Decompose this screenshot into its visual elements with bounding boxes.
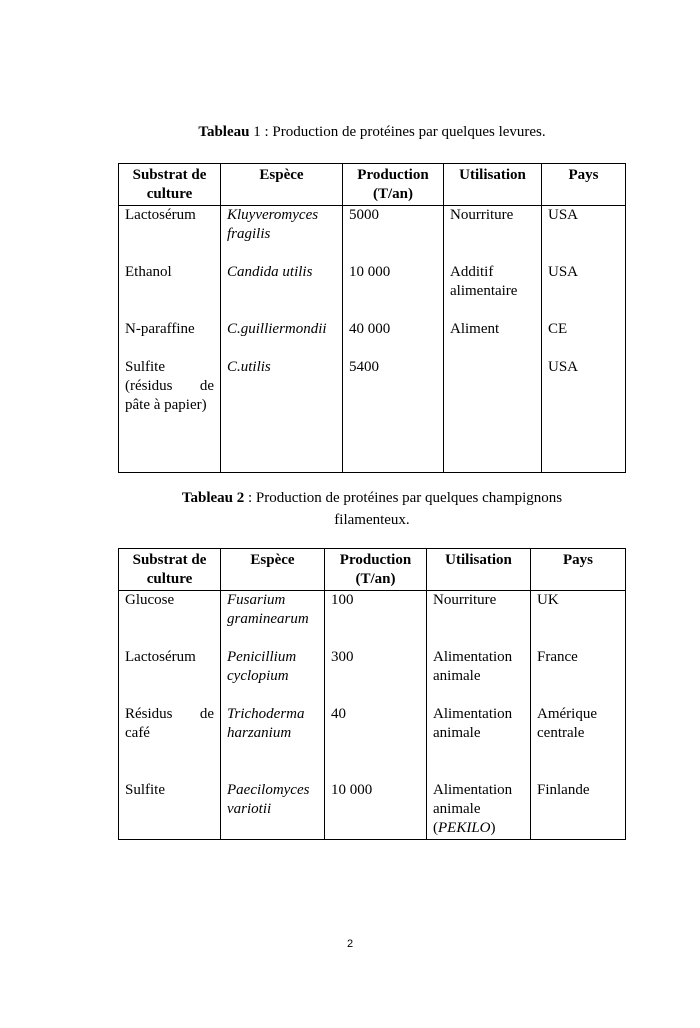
table2-caption-text: : Production de protéines par quelques champignons filamenteux. [244, 490, 563, 528]
table2-header-espece: Espèce [221, 549, 325, 591]
cell-substrat-line1: Sulfite [125, 358, 165, 375]
cell-production: 40 [325, 705, 427, 781]
cell-pays: CE [542, 320, 626, 358]
table-row [119, 206, 626, 263]
table-row [119, 648, 626, 705]
cell-espece: Fusarium graminearum [221, 591, 325, 648]
table-row [119, 591, 626, 648]
cell-espece: Paecilomyces variotii [221, 781, 325, 840]
table2-header-substrat: Substrat de culture [119, 549, 221, 591]
cell-production: 100 [325, 591, 427, 648]
paren-open: ( [433, 819, 438, 836]
cell-utilisation [444, 358, 542, 473]
table-row [119, 320, 626, 358]
cell-espece: Trichoderma harzanium [221, 705, 325, 781]
table1-header-production: Production (T/an) [343, 164, 444, 206]
cell-substrat: Lactosérum [119, 648, 221, 705]
cell-espece: C.utilis [221, 358, 343, 473]
cell-substrat: Glucose [119, 591, 221, 648]
table2-caption [150, 487, 594, 531]
table-row [119, 358, 626, 473]
cell-pays: USA [542, 263, 626, 320]
cell-production: 10 000 [343, 263, 444, 320]
pekilo-label: PEKILO [438, 819, 491, 836]
cell-substrat: Lactosérum [119, 206, 221, 263]
cell-utilisation-main: Alimentation animale [433, 781, 513, 817]
cell-production: 10 000 [325, 781, 427, 840]
cell-substrat: N-paraffine [119, 320, 221, 358]
cell-production: 5000 [343, 206, 444, 263]
cell-pays: France [531, 648, 626, 705]
cell-production: 5400 [343, 358, 444, 473]
table1-header-substrat: Substrat de culture [119, 164, 221, 206]
cell-pays: Finlande [531, 781, 626, 840]
cell-pays: Amérique centrale [531, 705, 626, 781]
table2-header-pays: Pays [531, 549, 626, 591]
paren-close: ) [490, 819, 496, 836]
cell-substrat [119, 358, 221, 473]
table2 [118, 548, 626, 840]
cell-utilisation [427, 781, 531, 840]
cell-utilisation: Nourriture [444, 206, 542, 263]
table1-caption-text: 1 : Production de protéines par quelques levures. [249, 124, 546, 140]
table1-header-pays: Pays [542, 164, 626, 206]
cell-substrat: Résidus de café [119, 705, 221, 781]
cell-utilisation: Aliment [444, 320, 542, 358]
table1 [118, 163, 626, 473]
cell-espece: Penicillium cyclopium [221, 648, 325, 705]
table1-header-espece: Espèce [221, 164, 343, 206]
page-number: 2 [346, 938, 354, 950]
table-row [119, 781, 626, 840]
cell-substrat-line2: (résidus de pâte à papier) [125, 377, 214, 413]
cell-espece: C.guilliermondii [221, 320, 343, 358]
cell-production: 300 [325, 648, 427, 705]
cell-utilisation: Additif alimentaire [444, 263, 542, 320]
cell-pays: UK [531, 591, 626, 648]
cell-pays: USA [542, 206, 626, 263]
cell-utilisation: Alimentation animale [427, 648, 531, 705]
table2-header-production: Production (T/an) [325, 549, 427, 591]
cell-utilisation: Nourriture [427, 591, 531, 648]
table-row [119, 263, 626, 320]
cell-pays: USA [542, 358, 626, 473]
cell-production: 40 000 [343, 320, 444, 358]
table2-header-utilisation: Utilisation [427, 549, 531, 591]
table1-header-row [119, 164, 626, 206]
table1-header-utilisation: Utilisation [444, 164, 542, 206]
cell-utilisation: Alimentation animale [427, 705, 531, 781]
cell-utilisation-note [433, 819, 524, 838]
table-row [119, 705, 626, 781]
cell-espece: Kluyveromyces fragilis [221, 206, 343, 263]
table2-caption-label: Tableau 2 [181, 490, 245, 506]
table2-header-row [119, 549, 626, 591]
cell-substrat: Ethanol [119, 263, 221, 320]
cell-espece: Candida utilis [221, 263, 343, 320]
table1-caption [0, 121, 700, 143]
table1-caption-label: Tableau [198, 124, 250, 140]
cell-substrat: Sulfite [119, 781, 221, 840]
